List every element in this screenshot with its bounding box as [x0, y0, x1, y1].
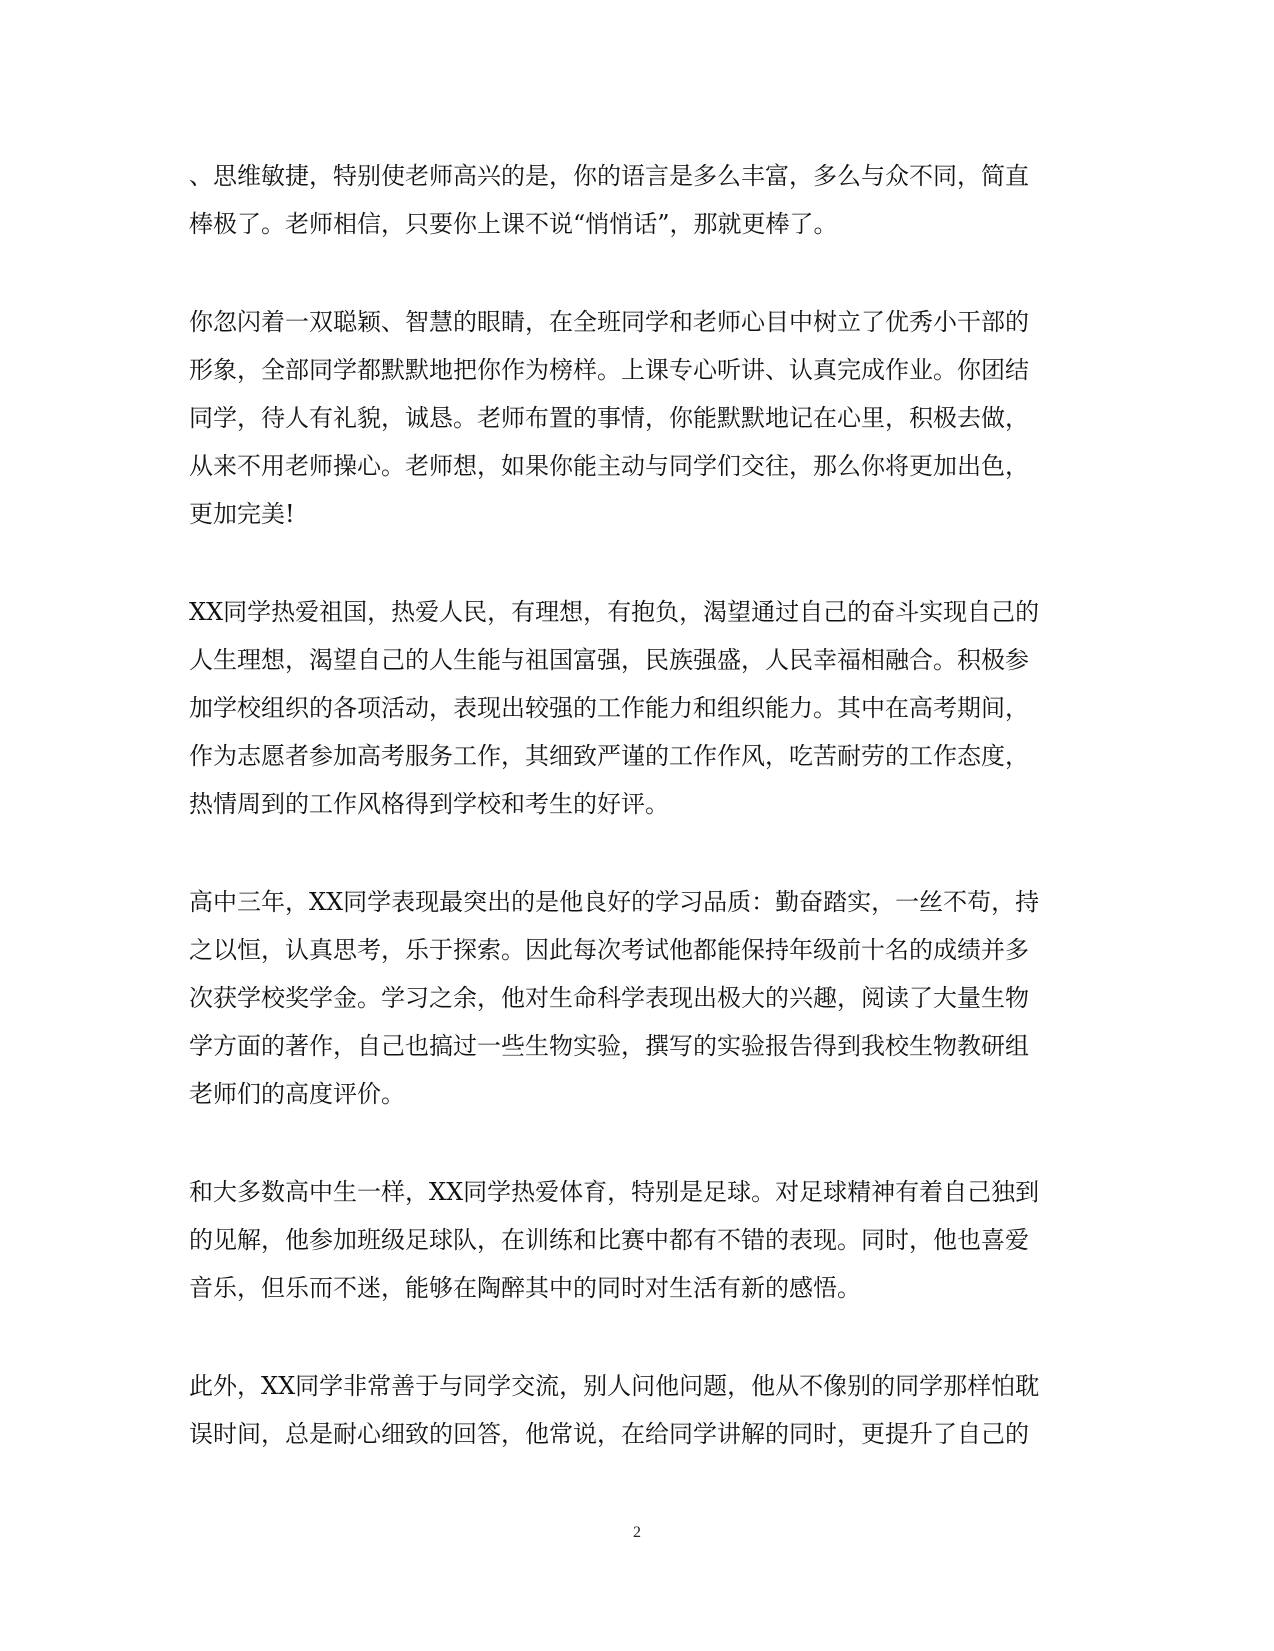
text-line: 从来不用老师操心。老师想，如果你能主动与同学们交往，那么你将更加出色，	[189, 452, 1029, 480]
text-line: 之以恒，认真思考，乐于探索。因此每次考试他都能保持年级前十名的成绩并多	[189, 936, 1029, 964]
text-line: 、思维敏捷，特别使老师高兴的是，你的语言是多么丰富，多么与众不同，简直	[189, 162, 1029, 190]
text-line: 热情周到的工作风格得到学校和考生的好评。	[189, 790, 669, 818]
document-body	[189, 152, 1059, 1508]
text-line: 学方面的著作，自己也搞过一些生物实验，撰写的实验报告得到我校生物教研组	[189, 1032, 1029, 1060]
text-line: 作为志愿者参加高考服务工作，其细致严谨的工作作风，吃苦耐劳的工作态度，	[189, 742, 1029, 770]
text-line: 更加完美!	[189, 500, 295, 528]
text-line: 此外，XX同学非常善于与同学交流，别人问他问题，他从不像别的同学那样怕耽	[189, 1372, 1040, 1400]
text-line: 老师们的高度评价。	[189, 1080, 405, 1108]
page-number: 2	[633, 1524, 641, 1541]
text-line: 误时间，总是耐心细致的回答，他常说，在给同学讲解的同时，更提升了自己的	[189, 1420, 1029, 1448]
paragraph	[189, 1362, 1059, 1458]
text-line: 同学，待人有礼貌，诚恳。老师布置的事情，你能默默地记在心里，积极去做，	[189, 404, 1029, 432]
text-line: 棒极了。老师相信，只要你上课不说“悄悄话”，那就更棒了。	[189, 210, 838, 238]
paragraph	[189, 298, 1059, 538]
paragraph	[189, 878, 1059, 1118]
text-line: 加学校组织的各项活动，表现出较强的工作能力和组织能力。其中在高考期间，	[189, 694, 1029, 722]
paragraph	[189, 1168, 1059, 1312]
text-line: 和大多数高中生一样，XX同学热爱体育，特别是足球。对足球精神有着自己独到	[189, 1178, 1040, 1206]
text-line: 你忽闪着一双聪颖、智慧的眼睛，在全班同学和老师心目中树立了优秀小干部的	[189, 308, 1029, 336]
paragraph	[189, 588, 1059, 828]
text-line: 形象，全部同学都默默地把你作为榜样。上课专心听讲、认真完成作业。你团结	[189, 356, 1029, 384]
text-line: 音乐，但乐而不迷，能够在陶醉其中的同时对生活有新的感悟。	[189, 1274, 861, 1302]
text-line: 人生理想，渴望自己的人生能与祖国富强，民族强盛，人民幸福相融合。积极参	[189, 646, 1029, 674]
paragraph	[189, 152, 1059, 248]
text-line: 的见解，他参加班级足球队，在训练和比赛中都有不错的表现。同时，他也喜爱	[189, 1226, 1029, 1254]
text-line: 次获学校奖学金。学习之余，他对生命科学表现出极大的兴趣，阅读了大量生物	[189, 984, 1029, 1012]
text-line: 高中三年，XX同学表现最突出的是他良好的学习品质：勤奋踏实，一丝不苟，持	[189, 888, 1040, 916]
text-line: XX同学热爱祖国，热爱人民，有理想，有抱负，渴望通过自己的奋斗实现自己的	[189, 598, 1040, 626]
